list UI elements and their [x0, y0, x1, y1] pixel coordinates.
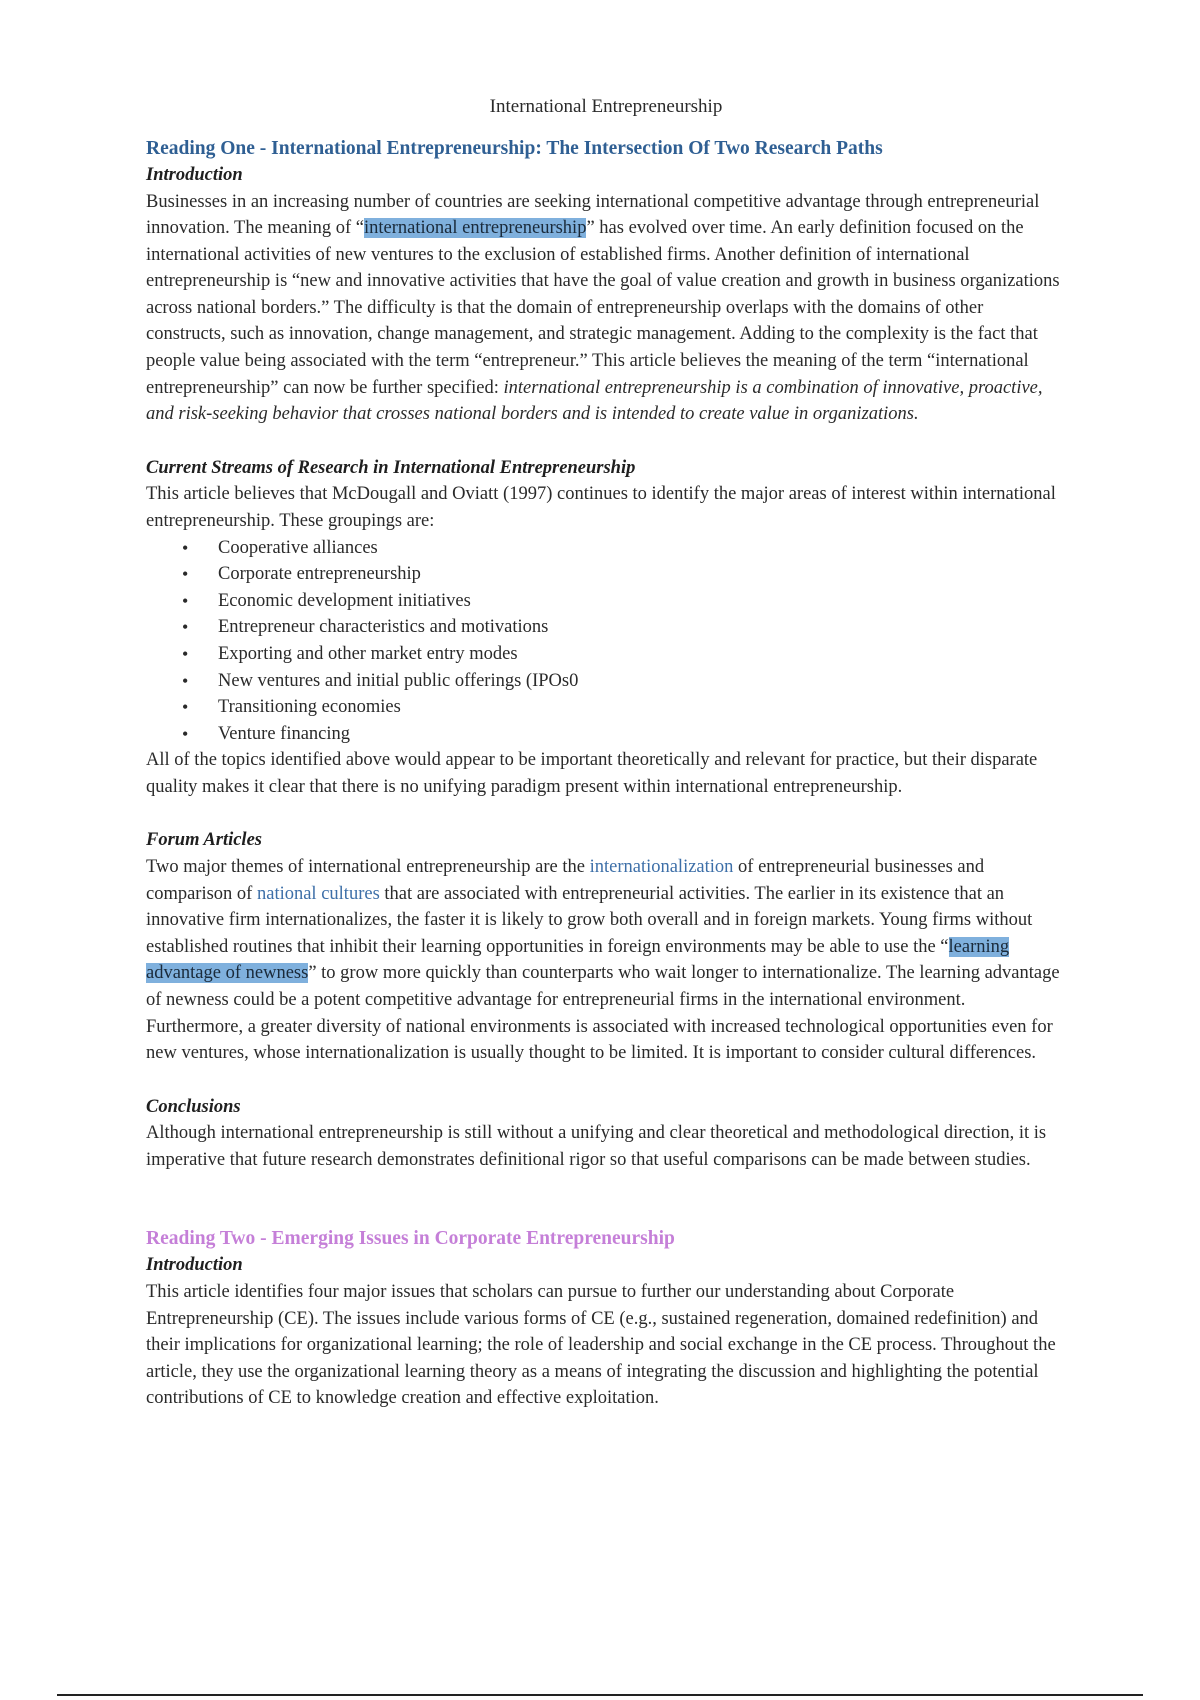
reading-two-introduction-paragraph: This article identifies four major issues that scholars can pursue to further our understanding about Corporate Entrepreneurship (CE). The issues include various forms of CE (e.g., sustained regeneration, domained redefinition) and their implications for organizational learning; the role of leadership and social exchange in the CE process. Throughout the article, they use the organizational learning theory as a means of integrating the discussion and highlighting the potential contributions of CE to knowledge creation and effective exploitation. [146, 1281, 1056, 1409]
reading-one-introduction-heading: Introduction [146, 165, 243, 185]
reading-one-heading: Reading One - International Entrepreneurship: The Intersection Of Two Research Paths [146, 138, 883, 159]
current-streams-closing: All of the topics identified above would appear to be important theoretically and relevant for practice, but their disparate quality makes it clear that there is no unifying paradigm present within international entrepreneurship. [146, 750, 1038, 797]
document-title: International Entrepreneurship [489, 96, 723, 117]
current-streams-intro: This article believes that McDougall and Oviatt (1997) continues to identify the major areas of interest within international entrepreneurship. These groupings are: [146, 484, 1056, 531]
bullet-icon: • [182, 697, 189, 718]
list-item: • New ventures and initial public offerings (IPOs0 [182, 668, 1066, 695]
bullet-icon: • [182, 617, 189, 638]
bullet-icon: • [182, 537, 189, 558]
reading-two-introduction-heading: Introduction [146, 1255, 243, 1276]
list-item: • Transitioning economies [182, 694, 1066, 721]
highlighted-term-learning-advantage: learning advantage of newness [146, 936, 1010, 984]
research-streams-list [146, 535, 1066, 748]
list-item: • Venture financing [182, 721, 1066, 748]
conclusions-paragraph: Although international entrepreneurship is still without a unifying and clear theoretical and methodological direction, it is imperative that future research demonstrates definitional rigor so that useful comparisons can be made between studies. [146, 1123, 1047, 1170]
list-item: • Exporting and other market entry modes [182, 641, 1066, 668]
intro-text-middle: ” has evolved over time. An early definition focused on the international activities of new ventures to the exclusion of established firms. Another definition of international entrepreneurship is “new and innovative activities that have the goal of value creation and growth in business organizations across national borders.” The difficulty is that the domain of entrepreneurship overlaps with the domains of other constructs, such as innovation, change management, and strategic management. Adding to the complexity is the fact that people value being associated with the term “entrepreneur.” This article believes the meaning of the term “international entrepreneurship” can now be further specified: [146, 218, 1060, 398]
national-cultures-link[interactable]: national cultures [256, 883, 380, 904]
bullet-icon: • [182, 643, 189, 664]
reading-one-introduction-paragraph [146, 189, 1066, 428]
bullet-icon: • [182, 670, 189, 691]
highlighted-term-international-entrepreneurship: international entrepreneurship [364, 218, 587, 239]
current-streams-heading: Current Streams of Research in International Entrepreneurship [146, 457, 636, 478]
intro-text-start: Businesses in an increasing number of countries are seeking international competitive advantage through entrepreneurial innovation. The meaning of “ [146, 191, 1040, 239]
document-page [146, 96, 1066, 1412]
list-item: • Economic development initiatives [182, 588, 1066, 615]
bullet-icon: • [182, 723, 189, 744]
reading-two-heading: Reading Two - Emerging Issues in Corporate Entrepreneurship [146, 1228, 675, 1250]
forum-articles-heading: Forum Articles [146, 830, 262, 851]
footer-divider [57, 1694, 1143, 1696]
list-item: • Corporate entrepreneurship [182, 561, 1066, 588]
intro-definition-italic: international entrepreneurship is a combination of innovative, proactive, and risk-seeking behavior that crosses national borders and is intended to create value in organizations. [146, 377, 1043, 425]
conclusions-heading: Conclusions [146, 1096, 241, 1117]
bullet-icon: • [182, 564, 189, 585]
internationalization-link[interactable]: internationalization [589, 856, 734, 877]
list-item: • Cooperative alliances [182, 535, 1066, 562]
forum-articles-paragraph: Two major themes of international entrepreneurship are the internationalization of entrepreneurial businesses and comparison of national cultures that are associated with entrepreneurial activities. The earlier in its existence that an innovative firm internationalizes, the faster it is likely to grow both overall and in foreign markets. Young firms without established routines that inhibit their learning opportunities in foreign environments may be able to use the “learning advantage of newness” to grow more quickly than counterparts who wait longer to internationalize. The learning advantage of newness could be a potent competitive advantage for entrepreneurial firms in the international environment. Furthermore, a greater diversity of national environments is associated with increased technological opportunities even for new ventures, whose internationalization is usually thought to be limited. It is important to consider cultural differences. [146, 856, 1060, 1064]
list-item: • Entrepreneur characteristics and motivations [182, 614, 1066, 641]
bullet-icon: • [182, 590, 189, 611]
